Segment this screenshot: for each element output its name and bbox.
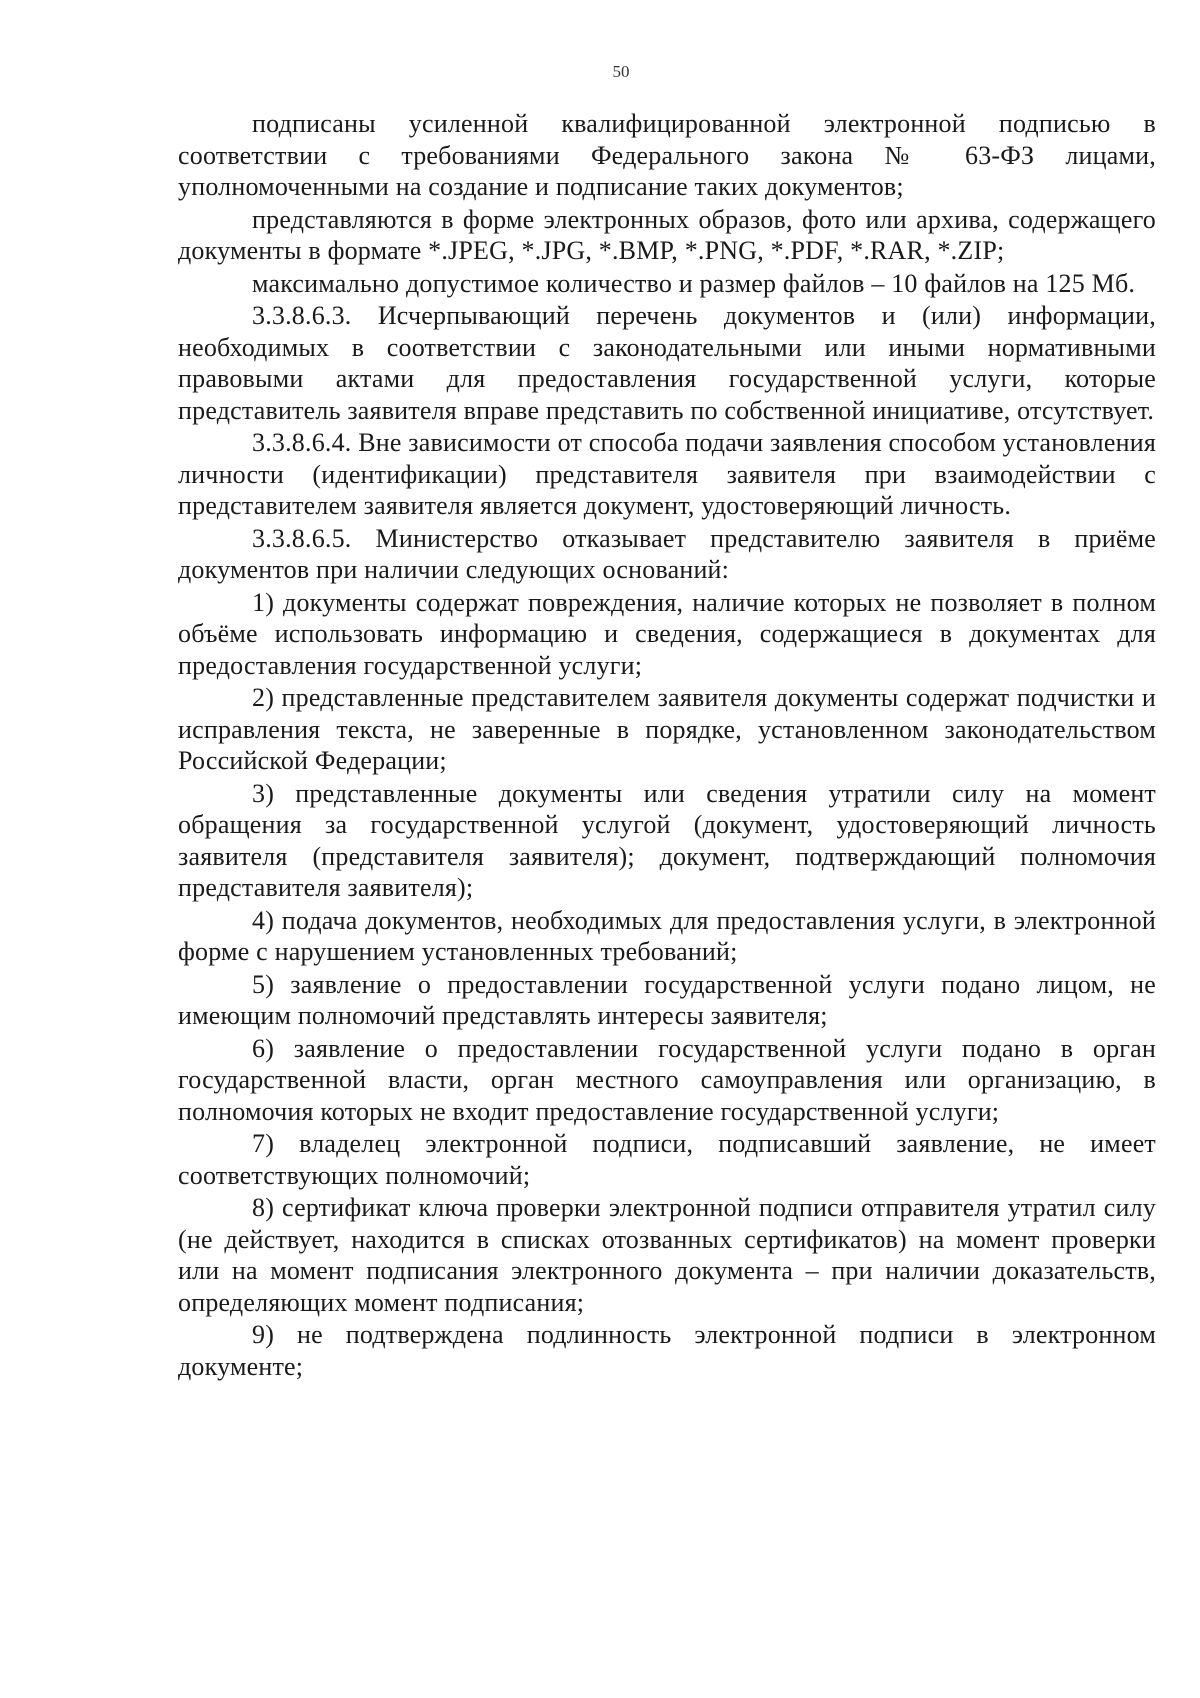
paragraph-file-limits: максимально допустимое количество и размер файлов – 10 файлов на 125 Мб. [252, 268, 1136, 298]
paragraph-3-3-8-6-4: 3.3.8.6.4. Вне зависимости от способа подачи заявления способом установления личности (идентификации) представителя заявителя при взаимодействии с представителем заявителя является документ, удостоверяющий личность. [178, 428, 1156, 520]
paragraph-3-3-8-6-3: 3.3.8.6.3. Исчерпывающий перечень документов и (или) информации, необходимых в соответствии с законодательными или иными нормативными правовыми актами для предоставления государственной услуги, которые представитель заявителя вправе представить по собственной инициативе, отсутствует. [178, 301, 1156, 425]
list-item-4: 4) подача документов, необходимых для предоставления услуги, в электронной форме с нарушением установленных требований; [178, 905, 1156, 966]
paragraph-file-formats: представляются в форме электронных образов, фото или архива, содержащего документы в формате *.JPEG, *.JPG, *.BMP, *.PNG, *.PDF, *.RAR, *.ZIP; [178, 204, 1156, 265]
list-item-7: 7) владелец электронной подписи, подписавший заявление, не имеет соответствующих полномочий; [178, 1129, 1156, 1190]
document-body [178, 108, 1156, 1383]
list-item-2: 2) представленные представителем заявителя документы содержат подчистки и исправления текста, не заверенные в порядке, установленном законодательством Российской Федерации; [178, 683, 1156, 775]
list-item-3: 3) представленные документы или сведения утратили силу на момент обращения за государственной услугой (документ, удостоверяющий личность заявителя (представителя заявителя); документ, подтверждающий полномочия представителя заявителя); [178, 778, 1156, 902]
list-item-9: 9) не подтверждена подлинность электронной подписи в электронном документе; [178, 1320, 1156, 1381]
list-item-1: 1) документы содержат повреждения, наличие которых не позволяет в полном объёме использовать информацию и сведения, содержащиеся в документах для предоставления государственной услуги; [178, 587, 1156, 680]
paragraph-3-3-8-6-5: 3.3.8.6.5. Министерство отказывает представителю заявителя в приёме документов при наличии следующих оснований: [178, 523, 1156, 584]
list-item-8: 8) сертификат ключа проверки электронной подписи отправителя утратил силу (не действует, находится в списках отозванных сертификатов) на момент проверки или на момент подписания электронного документа – при наличии доказательств, определяющих момент подписания; [178, 1193, 1156, 1317]
list-item-5: 5) заявление о предоставлении государственной услуги подано лицом, не имеющим полномочий представлять интересы заявителя; [178, 969, 1156, 1030]
list-item-6: 6) заявление о предоставлении государственной услуги подано в орган государственной власти, орган местного самоуправления или организацию, в полномочия которых не входит предоставление государственной услуги; [178, 1033, 1156, 1126]
page-number: 50 [612, 62, 630, 81]
paragraph-signature-requirements: подписаны усиленной квалифицированной электронной подписью в соответствии с требованиями Федерального закона № 63-ФЗ лицами, уполномоченными на создание и подписание таких документов; [178, 109, 1156, 201]
